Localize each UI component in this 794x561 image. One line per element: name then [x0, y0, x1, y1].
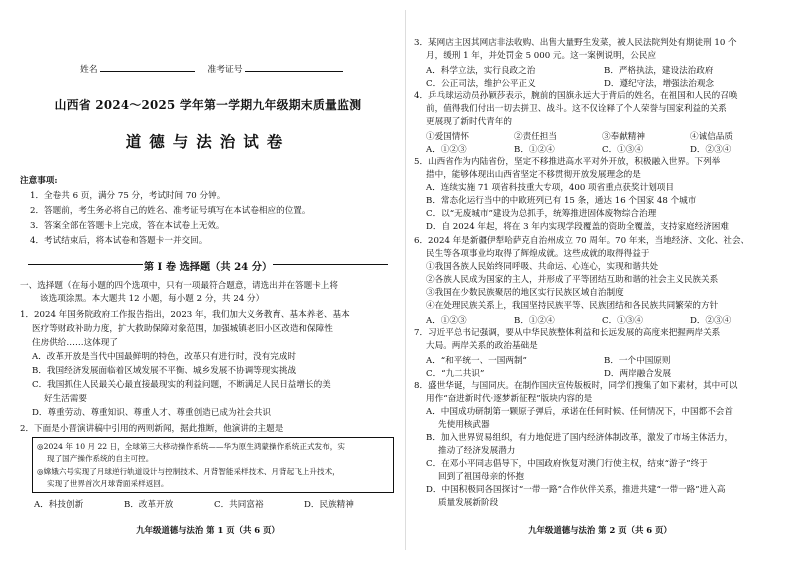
q5-option: A．连续实施 71 项省科技重大专项，400 项省重点获奖计划项目	[426, 183, 674, 193]
q3-option: B．严格执法，建设法治政府	[604, 66, 714, 76]
news-line: ◎2024 年 10 月 22 日，全球第三大移动操作系统——华为原生鸿蒙操作系统正式发布，实	[37, 442, 345, 451]
q8-option: 推动了经济发展潜力	[438, 446, 516, 456]
q6-item: ②各族人民成为国家的主人，并形成了平等团结互助和谐的社会主义民族关系	[426, 275, 719, 285]
news-box	[32, 437, 394, 493]
q8-option: 回到了祖国母亲的怀抱	[438, 472, 524, 482]
q8-option: A．中国成功研制第一颗原子弹后，承诺在任何时候、任何情况下，中国都不会首	[426, 407, 733, 417]
q3-option: A．科学立法，实行良政之治	[426, 66, 536, 76]
q2-option: D．民族精神	[304, 500, 354, 510]
q6-option: D．②③④	[690, 316, 732, 326]
q5-stem: 5．山西省作为内陆省份，坚定不移推进高水平对外开放，积极融入世界。下列举	[414, 157, 721, 167]
q4-item: ①爱国情怀	[426, 132, 469, 142]
q8-option: 质量发展新阶段	[438, 498, 499, 508]
q6-option: C．①③④	[602, 316, 643, 326]
q7-option: A．“和平统一、一国两制”	[426, 356, 527, 366]
q4-item: ④诚信品质	[690, 132, 733, 142]
part1-heading-text: 第 Ⅰ 卷 选择题（共 24 分）	[143, 261, 273, 273]
q2-option: B．改革开放	[124, 500, 174, 510]
q7-option: C．“九二共识”	[426, 369, 485, 379]
q1-stem: 医疗等财政补助力度，扩大救助保障对象范围，加强城镇老旧小区改造和保障性	[32, 324, 333, 334]
q7-option: D．两岸融合发展	[604, 369, 672, 379]
note-item: 3．答案全部在答题卡上完成，答在本试卷上无效。	[30, 221, 225, 231]
page-2	[414, 0, 786, 561]
page-1	[18, 0, 398, 561]
note-item: 1．全卷共 6 页，满分 75 分，考试时间 70 分钟。	[30, 191, 226, 201]
q5-option: D．自 2024 年起，将在 3 年内实现学段覆盖的资助全覆盖，支持家庭经济困难	[426, 222, 729, 232]
q3-option: C．公正司法，维护公平正义	[426, 79, 536, 89]
instruction-line: 该选项涂黑。本大题共 12 小题，每小题 2 分，共 24 分）	[40, 294, 265, 304]
q2-stem: 2．下面是小晋演讲稿中引用的两则新闻，据此推断，他演讲的主题是	[20, 424, 284, 434]
exam-title: 山西省 2024～2025 学年第一学期九年级期末质量监测	[54, 98, 362, 112]
news-line: 现了国产操作系统的自主可控。	[47, 454, 154, 463]
q7-stem: 大局。两岸关系的政治基础是	[426, 341, 538, 351]
heading-rule	[273, 264, 388, 265]
news-line: 实现了世界首次月球背面采样返回。	[47, 479, 169, 488]
q4-stem: 前，值得我们付出一切去拼卫、战斗。这不仅诠释了个人荣誉与国家利益的关系	[426, 104, 727, 114]
q1-option: 好生活需要	[44, 394, 87, 404]
q6-item: ④在处理民族关系上，我国坚持民族平等、民族团结和各民族共同繁荣的方针	[426, 301, 719, 311]
q7-option: B．一个中国原则	[604, 356, 671, 366]
candidate-info	[80, 62, 353, 75]
instruction-line: 一、选择题（在每小题的四个选项中，只有一项最符合题意，请选出并在答题卡上将	[20, 281, 338, 291]
q6-option: A．①②③	[426, 316, 467, 326]
q7-stem: 7．习近平总书记强调，要从中华民族整体利益和长远发展的高度来把握两岸关系	[414, 328, 721, 338]
q2-option: C．共同富裕	[214, 500, 264, 510]
q1-option: A．改革开放是当代中国最鲜明的特色，改革只有进行时，没有完成时	[32, 352, 297, 362]
q8-stem: 用作“奋进新时代·逐梦新征程”版块内容的是	[426, 394, 593, 404]
q8-stem: 8．盛世华诞，与国同庆。在制作国庆宣传版板时，同学们搜集了如下素材，其中可以	[414, 381, 738, 391]
q1-stem: 1．2024 年国务院政府工作报告指出，2023 年，我们加大义务教育、基本养老、基本	[20, 310, 350, 320]
page-divider	[405, 10, 406, 550]
q4-item: ②责任担当	[514, 132, 557, 142]
heading-rule	[28, 264, 143, 265]
note-item: 2．答题前，考生务必将自己的姓名、准考证号填写在本试卷相应的位置。	[30, 206, 311, 216]
note-item: 4．考试结束后，将本试卷和答题卡一并交回。	[30, 236, 208, 246]
q1-option: C．我国抓住人民最关心最直接最现实的利益问题，不断满足人民日益增长的美	[32, 380, 331, 390]
news-line: ◎嫦娥六号实现了月球逆行轨道设计与控制技术、月背智能采样技术、月背起飞上升技术，	[37, 467, 340, 476]
q5-option: B．常态化运行当中的中欧班列已有 15 条，通达 16 个国家 48 个城市	[426, 196, 697, 206]
page-footer: 九年级道德与法治 第 1 页（共 6 页）	[136, 525, 280, 535]
q4-option: B．①②④	[514, 145, 555, 155]
q2-option: A．科技创新	[34, 500, 84, 510]
q8-option: D．中国积极同各国探讨“一带一路”合作伙伴关系，推进共建“一带一路”进入高	[426, 485, 726, 495]
q4-option: D．②③④	[690, 145, 732, 155]
q4-option: A．①②③	[426, 145, 467, 155]
q6-stem: 6．2024 年是新疆伊犁哈萨克自治州成立 70 周年。70 年来，当地经济、文化、社会、	[414, 236, 750, 246]
q1-stem: 住房供给……这体现了	[32, 338, 118, 348]
name-label: 姓名	[80, 65, 98, 75]
q6-stem: 民生等各项事业均取得了辉煌成就。这些成就的取得得益于	[426, 249, 650, 259]
q4-stem: 4．乒乓球运动员孙颖莎表示，腕前的国旗永远大于背后的姓名，在祖国和人民的召唤	[414, 91, 738, 101]
q6-item: ③我国在少数民族聚居的地区实行民族区域自治制度	[426, 288, 624, 298]
ticket-label: 准考证号	[207, 65, 243, 75]
notes-title: 注意事项:	[20, 176, 58, 186]
page-footer: 九年级道德与法治 第 2 页（共 6 页）	[528, 525, 672, 535]
ticket-blank	[245, 62, 343, 72]
q6-item: ①我国各族人民始终同呼吸、共命运、心连心，实现和谐共处	[426, 262, 659, 272]
q8-option: B．加入世界贸易组织，有力地促进了国内经济体制改革，激发了市场主体活力，	[426, 433, 734, 443]
q1-option: B．我国经济发展面临着区域发展不平衡、城乡发展不协调等现实挑战	[32, 366, 297, 376]
q5-option: C．以“无废城市”建设为总抓手，统筹推进固体废物综合治理	[426, 209, 657, 219]
q3-stem: 3．某网店主因其网店非法收购、出售大量野生发菜，被人民法院判处有期徒刑 10 个	[414, 38, 737, 48]
q1-option: D．尊重劳动、尊重知识、尊重人才、尊重创造已成为社会共识	[32, 408, 271, 418]
q4-option: C．①③④	[602, 145, 643, 155]
q5-stem: 措中，能够体现出山西省坚定不移贯彻开放发展理念的是	[426, 170, 641, 180]
subject-title: 道德与法治试卷	[125, 132, 291, 151]
q3-stem: 月，缓刑 1 年，并处罚金 5 000 元。这一案例说明，公民应	[426, 51, 657, 61]
q4-item: ③奉献精神	[602, 132, 645, 142]
q6-option: B．①②④	[514, 316, 555, 326]
part1-heading	[18, 258, 398, 273]
q4-stem: 更展现了新时代青年的	[426, 117, 512, 127]
name-blank	[100, 62, 195, 72]
q3-option: D．遵纪守法，增强法治观念	[604, 79, 715, 89]
q8-option: C．在邓小平同志倡导下，中国政府恢复对澳门行使主权，结束“游子”终于	[426, 459, 708, 469]
q8-option: 先使用核武器	[438, 420, 490, 430]
